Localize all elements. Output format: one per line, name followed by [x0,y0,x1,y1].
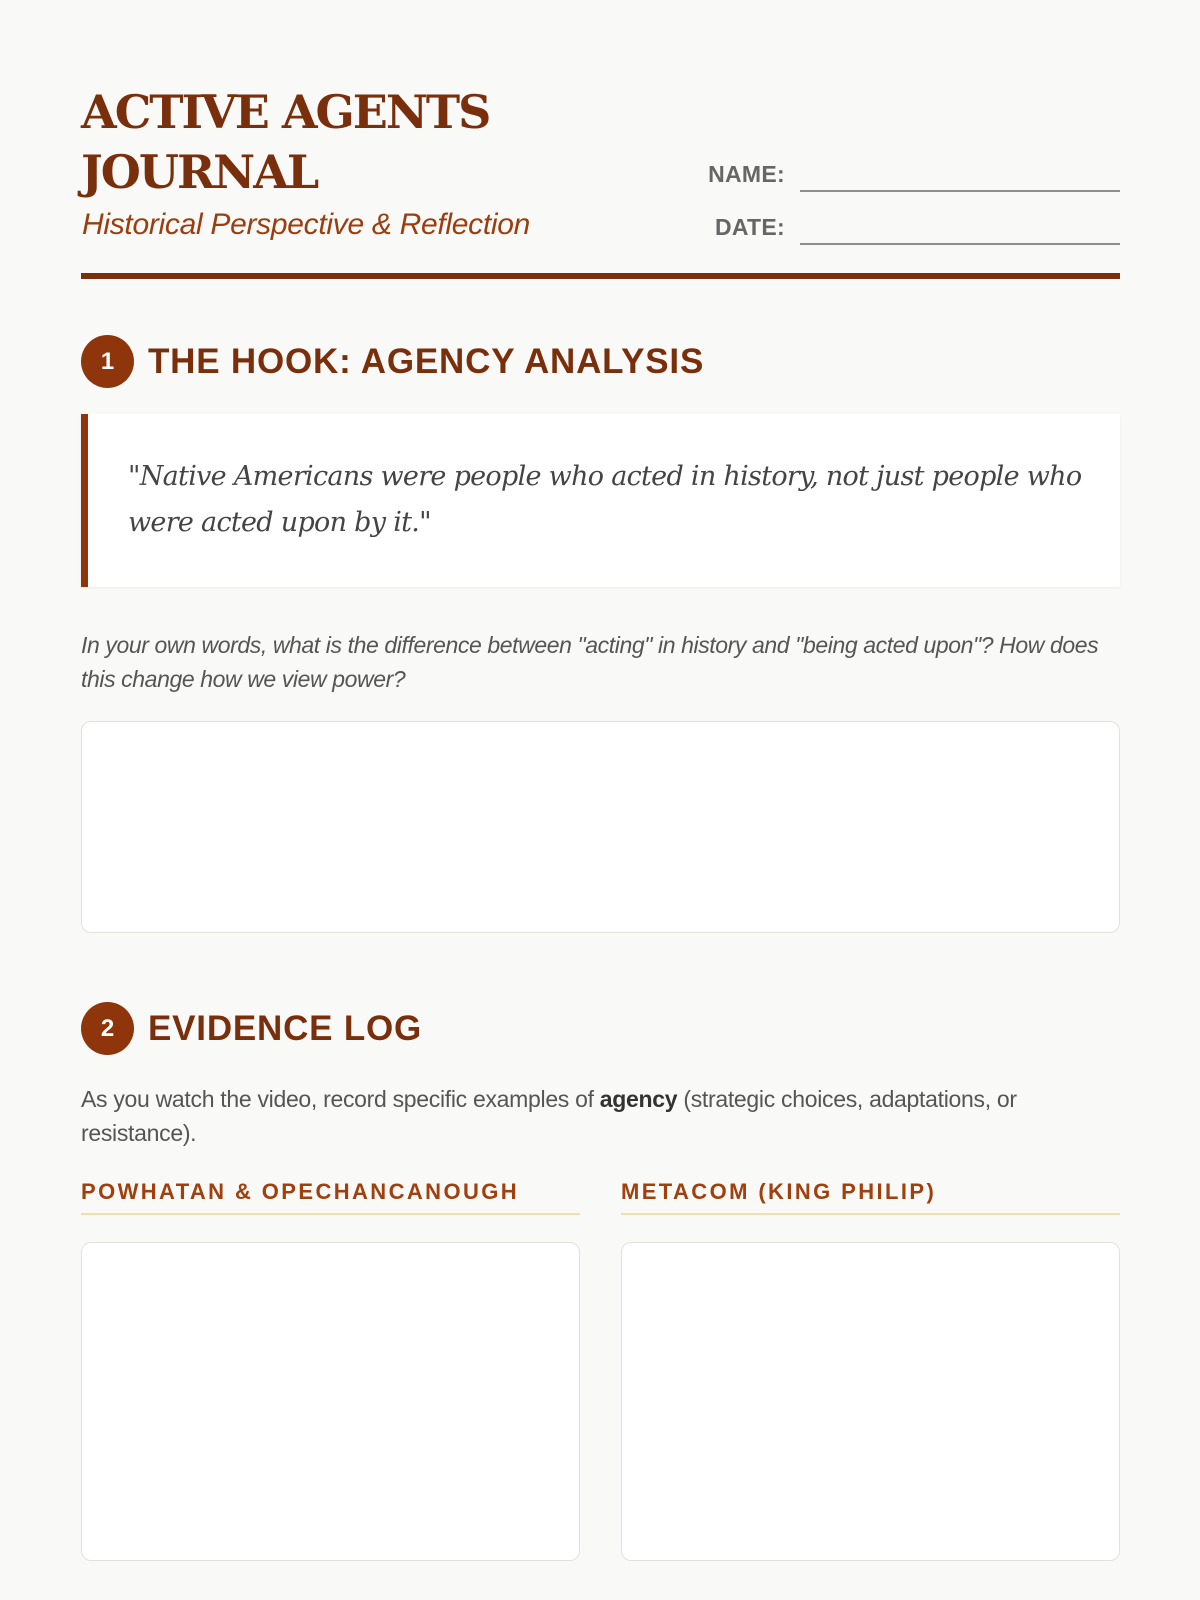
journal-title: ACTIVE AGENTS JOURNAL [81,85,490,199]
name-label: NAME: [708,161,785,187]
section-2-title: EVIDENCE LOG [148,1009,423,1048]
section-1-number-badge: 1 [81,335,134,388]
hook-prompt: In your own words, what is the difference between "acting" in history and "being acted upon"? How does this change how we view power? [81,632,1099,692]
evidence-column-title: METACOM (KING PHILIP) [621,1179,937,1204]
date-label: DATE: [714,214,785,240]
header-divider [81,273,1120,279]
section-2-number-badge: 2 [81,1002,134,1055]
section-1-heading [81,335,1120,389]
evidence-instructions [81,1082,1120,1150]
evidence-answer-box-metacom[interactable] [621,1242,1120,1561]
evidence-instructions-keyword: agency [599,1086,678,1112]
hook-quote-text: "Native Americans were people who acted in history, not just people who were acted upon by it." [128,461,1082,538]
evidence-column-heading-metacom [621,1177,1120,1215]
section-2-heading [81,1002,1120,1056]
section-1-title: THE HOOK: AGENCY ANALYSIS [148,342,705,381]
evidence-column-heading-powhatan [81,1177,580,1215]
evidence-instructions-start: As you watch the video, record specific examples of [81,1086,600,1112]
hook-answer-box[interactable] [81,721,1120,933]
date-input-line[interactable] [800,243,1120,245]
journal-page [81,0,1120,1204]
date-field-row [671,208,1120,248]
journal-subtitle: Historical Perspective & Reflection [82,208,531,241]
journal-header [81,0,1120,280]
evidence-answer-box-powhatan[interactable] [81,1242,580,1561]
hook-quote-block [81,414,1120,587]
name-field-row [671,155,1120,195]
evidence-column-title: POWHATAN & OPECHANCANOUGH [81,1179,520,1204]
evidence-instructions-end: (strategic choices, adaptations, or resistance). [81,1086,1017,1146]
name-input-line[interactable] [800,190,1120,192]
